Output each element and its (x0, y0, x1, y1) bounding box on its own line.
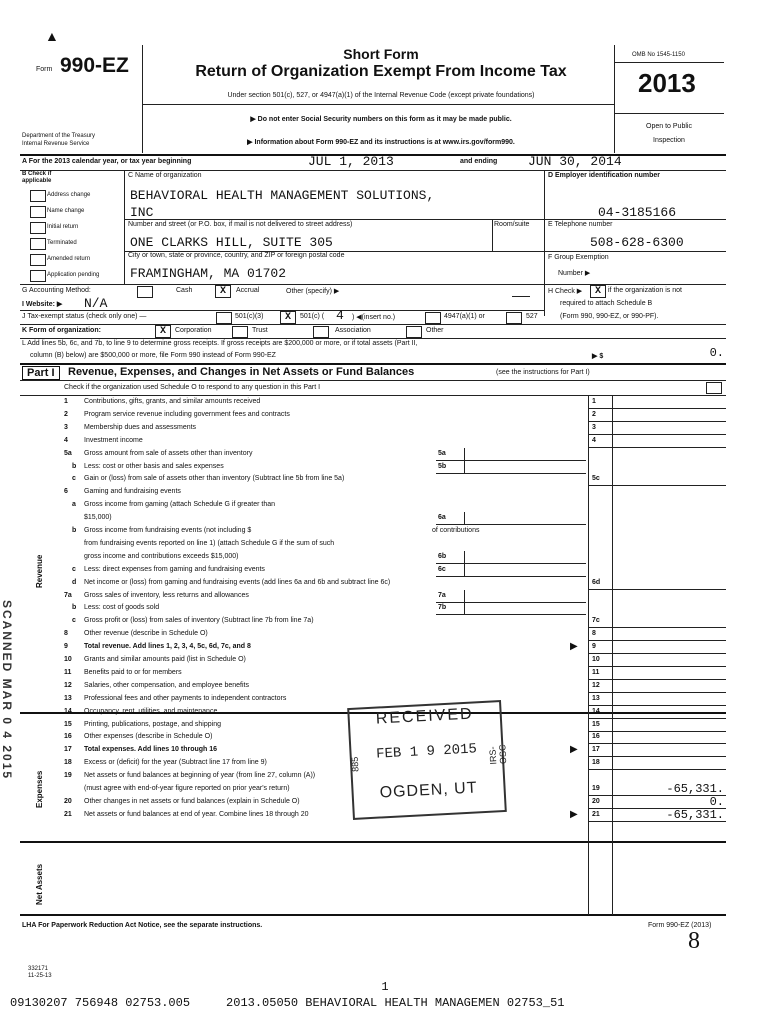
part-i-note: (see the instructions for Part I) (496, 369, 590, 376)
tax-year: 2013 (638, 68, 696, 98)
inner-amount-field[interactable] (436, 473, 586, 474)
corporation-checkbox[interactable]: X (155, 325, 171, 338)
short-form-label: Short Form (343, 46, 419, 62)
line-description: Membership dues and assessments (84, 423, 197, 431)
501c3-label: 501(c)(3) (235, 313, 264, 320)
scanned-margin-stamp: SCANNED MAR 0 4 2015 (0, 600, 14, 781)
line-number: 12 (64, 681, 72, 689)
tax-exempt-label: J Tax-exempt status (check only one) — (22, 313, 147, 320)
association-checkbox[interactable] (313, 326, 329, 338)
city-label: City or town, state or province, country, and ZIP or foreign postal code (128, 252, 345, 259)
application-pending-checkbox[interactable] (30, 270, 46, 282)
amount-field[interactable] (588, 627, 726, 628)
gross-receipts-arrow: ▶ $ (592, 353, 604, 360)
line-number: 2 (64, 410, 68, 418)
line-number: 16 (64, 733, 72, 741)
amount-box-label: 15 (592, 720, 600, 728)
line-number: 20 (64, 797, 72, 805)
form-prefix: Form (36, 66, 53, 73)
schedule-b-checkbox[interactable]: X (590, 285, 606, 298)
line-description: $15,000) (84, 514, 112, 522)
line-number: 5a (64, 449, 72, 457)
line-number: 18 (64, 759, 72, 767)
form-title: Return of Organization Exempt From Income Tax (195, 63, 567, 80)
line-a-label: A For the 2013 calendar year, or tax year beginning (22, 158, 192, 165)
address-change-checkbox[interactable] (30, 190, 46, 202)
501c3-checkbox[interactable] (216, 312, 232, 324)
line-description: Gross profit or (loss) from sales of inventory (Subtract line 7b from line 7a) (84, 617, 314, 625)
line-number: 3 (64, 423, 68, 431)
accounting-method-label: G Accounting Method: (22, 287, 91, 294)
inner-amount-field[interactable] (436, 576, 586, 577)
inner-box-label: 6c (438, 565, 446, 573)
line-description: from fundraising events reported on line 1) (attach Schedule G if the sum of such (84, 539, 335, 547)
amount-field[interactable] (588, 434, 726, 435)
4947-checkbox[interactable] (425, 312, 441, 324)
group-exemption-label: F Group Exemption (548, 254, 609, 261)
line-number: 7a (64, 591, 72, 599)
line-number: c (72, 475, 76, 483)
amount-box-label: 20 (592, 797, 600, 805)
amount-field[interactable] (588, 756, 726, 757)
line-description: Professional fees and other payments to independent contractors (84, 694, 287, 702)
amount-box-label: 16 (592, 733, 600, 741)
line-description: Other revenue (describe in Schedule O) (84, 630, 208, 638)
stamp-date: FEB 1 9 2015 (375, 741, 478, 763)
inspection-label: Inspection (653, 137, 685, 144)
amount-field[interactable] (588, 705, 726, 706)
amount-box-label: 1 (592, 398, 596, 405)
amount-box-label: 19 (592, 785, 600, 792)
inner-box-label: 5a (438, 449, 446, 457)
gross-receipts-text2: column (B) below) are $500,000 or more, file Form 990 instead of Form 990-EZ (30, 352, 276, 359)
name-change-label: Name change (47, 208, 85, 214)
amount-box-label: 12 (592, 681, 600, 689)
schedule-b-check-label: H Check ▶ (548, 288, 583, 295)
arrow-icon: ▶ (570, 641, 578, 653)
stamp-received-text: RECEIVED (375, 705, 474, 728)
org-name-line2: INC (130, 205, 154, 220)
cash-checkbox[interactable] (137, 286, 153, 298)
schedule-o-check-text: Check if the organization used Schedule O to respond to any question in this Part I (64, 384, 321, 391)
address-change-label: Address change (47, 192, 91, 198)
line-number: 10 (64, 656, 72, 663)
amount-box-label: 3 (592, 423, 596, 431)
line-number: 4 (64, 436, 68, 444)
amount-field[interactable] (588, 679, 726, 680)
form-code-date: 11-25-13 (28, 973, 52, 979)
website-value: N/A (84, 296, 108, 311)
part-i-title: Revenue, Expenses, and Changes in Net Assets or Fund Balances (68, 366, 415, 378)
line-number: 17 (64, 746, 72, 754)
line-description: Other expenses (describe in Schedule O) (84, 733, 213, 741)
amount-field[interactable] (588, 408, 726, 409)
stamp-city: OGDEN, UT (379, 779, 478, 802)
omb-number: OMB No 1545-1150 (632, 52, 685, 58)
line-description: Excess or (deficit) for the year (Subtract line 17 from line 9) (84, 759, 267, 767)
501c-label: 501(c) ( (300, 313, 325, 320)
line-number: b (72, 604, 77, 612)
open-public: Open to Public (646, 123, 692, 130)
amount-box-label: 21 (592, 810, 600, 818)
schedule-b-text3: (Form 990, 990-EZ, or 990-PF). (560, 313, 659, 320)
form-reference: Form 990-EZ (2013) (648, 922, 712, 929)
line-description: Gaming and fundraising events (84, 488, 181, 496)
received-stamp (347, 700, 507, 820)
527-label: 527 (526, 313, 538, 320)
page-number: 1 (381, 980, 389, 994)
amount-box-label: 6d (592, 578, 601, 586)
line-description: Contributions, gifts, grants, and similar amounts received (84, 398, 261, 405)
check-applicable-label: B Check if applicable (22, 171, 52, 184)
line-description: Gain or (loss) from sale of assets other than inventory (Subtract line 5b from line 5a) (84, 475, 345, 483)
amount-value: -65,331. (666, 807, 724, 822)
line-description: Salaries, other compensation, and employee benefits (84, 681, 249, 689)
expenses-side-label: Expenses (35, 770, 44, 808)
other-method-label: Other (specify) ▶ (286, 288, 340, 295)
part-i-tag: Part I (22, 366, 60, 380)
line-number: 9 (64, 643, 68, 651)
line-description: Gross income from fundraising events (not including $ (84, 527, 252, 534)
line-description: Net income or (loss) from gaming and fundraising events (add lines 6a and 6b and subtract line 6c) (84, 578, 391, 586)
amount-field[interactable] (588, 485, 726, 486)
amount-field[interactable] (588, 653, 726, 654)
4947-label: 4947(a)(1) or (444, 313, 485, 320)
line-number: a (72, 501, 76, 509)
line-description: Net assets or fund balances at beginning of year (from line 27, column (A)) (84, 772, 316, 780)
dept-treasury: Department of the Treasury (22, 133, 96, 139)
line-description: Net assets or fund balances at end of year. Combine lines 18 through 20 (84, 810, 309, 818)
527-checkbox[interactable] (506, 312, 522, 324)
group-exemption-number-label: Number ▶ (558, 270, 591, 277)
org-form-label: K Form of organization: (22, 327, 101, 334)
inner-divider (464, 590, 465, 602)
handwritten-mark: 8 (688, 928, 700, 954)
amount-box-label: 2 (592, 410, 596, 418)
line-number: d (72, 578, 77, 586)
amount-field[interactable] (588, 743, 726, 744)
line-number: 8 (64, 630, 68, 638)
line-description: Less: cost or other basis and sales expenses (84, 462, 224, 470)
name-change-checkbox[interactable] (30, 206, 46, 218)
amount-box-label: 18 (592, 759, 600, 767)
terminated-label: Terminated (47, 240, 77, 246)
inner-box-label: 7b (438, 604, 447, 612)
inner-amount-field[interactable] (436, 614, 586, 615)
inner-divider (464, 564, 465, 576)
line-description: (must agree with end-of-year figure reported on prior year's return) (84, 785, 290, 792)
and-ending-label: and ending (460, 158, 498, 165)
info-notice: ▶ Information about Form 990-EZ and its instructions is at www.irs.gov/form990. (247, 139, 515, 146)
irs-label: Internal Revenue Service (22, 141, 90, 147)
line-number: 14 (64, 707, 72, 715)
line-number: 1 (64, 398, 68, 405)
inner-box-label: 7a (438, 591, 446, 599)
corner-mark: ▲ (45, 28, 59, 44)
net-assets-side-label: Net Assets (35, 863, 44, 905)
room-suite-label: Room/suite (494, 221, 530, 228)
inner-box-label: 6b (438, 552, 447, 560)
line-description: Gross sales of inventory, less returns and allowances (84, 591, 249, 599)
application-pending-label: Application pending (47, 272, 100, 278)
trust-label: Trust (252, 327, 268, 334)
amount-box-label: 11 (592, 668, 600, 676)
form-code: 332171 (28, 966, 49, 972)
insert-no-label: ) ◀(insert no.) (352, 314, 396, 321)
amount-field[interactable] (588, 589, 726, 590)
inner-divider (464, 512, 465, 524)
amount-field[interactable] (588, 666, 726, 667)
line-number: c (72, 617, 76, 625)
amount-value: -65,331. (666, 782, 724, 796)
other-org-checkbox[interactable] (406, 326, 422, 338)
amended-return-checkbox[interactable] (30, 254, 46, 266)
amount-box-label: 9 (592, 643, 596, 651)
accrual-checkbox[interactable]: X (215, 285, 231, 298)
line-number: b (72, 527, 77, 534)
initial-return-checkbox[interactable] (30, 222, 46, 234)
amount-box-label: 10 (592, 656, 600, 663)
arrow-icon: ▶ (570, 744, 578, 756)
trust-checkbox[interactable] (232, 326, 248, 338)
inner-divider (464, 602, 465, 614)
line-description: Printing, publications, postage, and shipping (84, 720, 221, 728)
tax-year-end: JUN 30, 2014 (528, 154, 622, 169)
line-number: 11 (64, 668, 72, 676)
inner-amount-field[interactable] (436, 602, 586, 603)
form-number: 990-EZ (60, 54, 129, 77)
schedule-b-text2: required to attach Schedule B (560, 300, 653, 307)
line-number: 21 (64, 810, 72, 818)
line-description: Program service revenue including government fees and contracts (84, 410, 290, 418)
accrual-label: Accrual (236, 287, 260, 294)
amount-field[interactable] (588, 718, 726, 719)
line-number: 15 (64, 720, 72, 728)
ein-value: 04-3185166 (598, 205, 677, 220)
inner-amount-field[interactable] (436, 524, 586, 525)
gross-receipts-value: 0. (709, 346, 724, 360)
501c-insert-number: 4 (336, 308, 344, 323)
line-number: 13 (64, 694, 72, 702)
amount-box-label: 8 (592, 630, 596, 638)
inner-divider (464, 461, 465, 473)
line-description: Occupancy, rent, utilities, and maintenance (84, 707, 218, 715)
inner-divider (464, 551, 465, 563)
line-description: Benefits paid to or for members (84, 668, 182, 676)
city-state-zip: FRAMINGHAM, MA 01702 (130, 266, 287, 281)
tax-year-begin: JUL 1, 2013 (308, 154, 394, 169)
line-description: Less: cost of goods sold (84, 604, 160, 612)
line-number: b (72, 462, 77, 470)
line-extra-label: of contributions (432, 527, 480, 534)
inner-divider (464, 448, 465, 460)
inner-box-label: 5b (438, 462, 447, 470)
amount-value: 0. (709, 794, 724, 809)
terminated-checkbox[interactable] (30, 238, 46, 250)
inner-amount-field[interactable] (436, 460, 586, 461)
org-name-line1: BEHAVIORAL HEALTH MANAGEMENT SOLUTIONS, (130, 188, 435, 203)
amount-box-label: 7c (592, 617, 600, 625)
line-description: gross income and contributions exceeds $15,000) (84, 552, 239, 560)
phone-value: 508-628-6300 (590, 235, 684, 250)
line-description: Gross amount from sale of assets other than inventory (84, 449, 253, 457)
website-label: I Website: ▶ (22, 301, 63, 308)
amount-field[interactable] (588, 692, 726, 693)
cash-label: Cash (176, 287, 193, 294)
inner-box-label: 6a (438, 514, 446, 522)
street-label: Number and street (or P.O. box, if mail is not delivered to street address) (128, 221, 353, 228)
line-description: Other changes in net assets or fund balances (explain in Schedule O) (84, 797, 300, 805)
ssn-notice: ▶ Do not enter Social Security numbers on this form as it may be made public. (250, 116, 512, 123)
amount-field[interactable] (588, 731, 726, 732)
amount-field[interactable] (588, 769, 726, 770)
org-name-label: C Name of organization (128, 172, 202, 179)
amount-box-label: 17 (592, 746, 600, 754)
501c-checkbox[interactable]: X (280, 311, 296, 324)
stamp-side-right: IRS-OSC (487, 744, 509, 765)
schedule-b-text: if the organization is not (608, 287, 682, 294)
amount-box-label: 4 (592, 436, 596, 444)
line-description: Less: direct expenses from gaming and fundraising events (84, 565, 265, 573)
amount-field[interactable] (588, 447, 726, 448)
amended-return-label: Amended return (47, 256, 91, 262)
line-number: 19 (64, 772, 72, 780)
corporation-label: Corporation (175, 327, 212, 334)
amount-box-label: 13 (592, 694, 600, 702)
bottom-tracking-line: 09130207 756948 02753.005 2013.05050 BEHAVIORAL HEALTH MANAGEMEN 02753_51 (10, 996, 565, 1010)
ein-label: D Employer identification number (548, 172, 661, 179)
line-description: Gross income from gaming (attach Schedule G if greater than (84, 501, 276, 509)
initial-return-label: Initial return (47, 224, 79, 230)
lha-notice: LHA For Paperwork Reduction Act Notice, see the separate instructions. (22, 922, 263, 929)
schedule-o-checkbox[interactable] (706, 382, 722, 394)
amount-field[interactable] (588, 421, 726, 422)
line-number: 6 (64, 488, 68, 496)
line-description: Investment income (84, 436, 143, 444)
association-label: Association (335, 327, 371, 334)
line-number: c (72, 565, 76, 573)
amount-box-label: 5c (592, 475, 600, 483)
revenue-side-label: Revenue (35, 554, 44, 588)
other-org-label: Other (426, 327, 444, 334)
phone-label: E Telephone number (548, 221, 613, 228)
street-address: ONE CLARKS HILL, SUITE 305 (130, 235, 333, 250)
amount-box-label: 14 (592, 707, 600, 715)
line-description: Total expenses. Add lines 10 through 16 (84, 746, 218, 754)
arrow-icon: ▶ (570, 808, 578, 820)
amount-field[interactable] (588, 640, 726, 641)
form-subtitle: Under section 501(c), 527, or 4947(a)(1) of the Internal Revenue Code (except private foundations) (227, 92, 535, 99)
line-description: Total revenue. Add lines 1, 2, 3, 4, 5c, 6d, 7c, and 8 (84, 643, 251, 651)
line-description: Grants and similar amounts paid (list in Schedule O) (84, 656, 246, 663)
inner-amount-field[interactable] (436, 563, 586, 564)
gross-receipts-text1: L Add lines 5b, 6c, and 7b, to line 9 to determine gross receipts. If gross receipts are $200,000 or more, or if total assets (Part II, (22, 340, 418, 347)
stamp-side-left: 885 (349, 756, 361, 773)
